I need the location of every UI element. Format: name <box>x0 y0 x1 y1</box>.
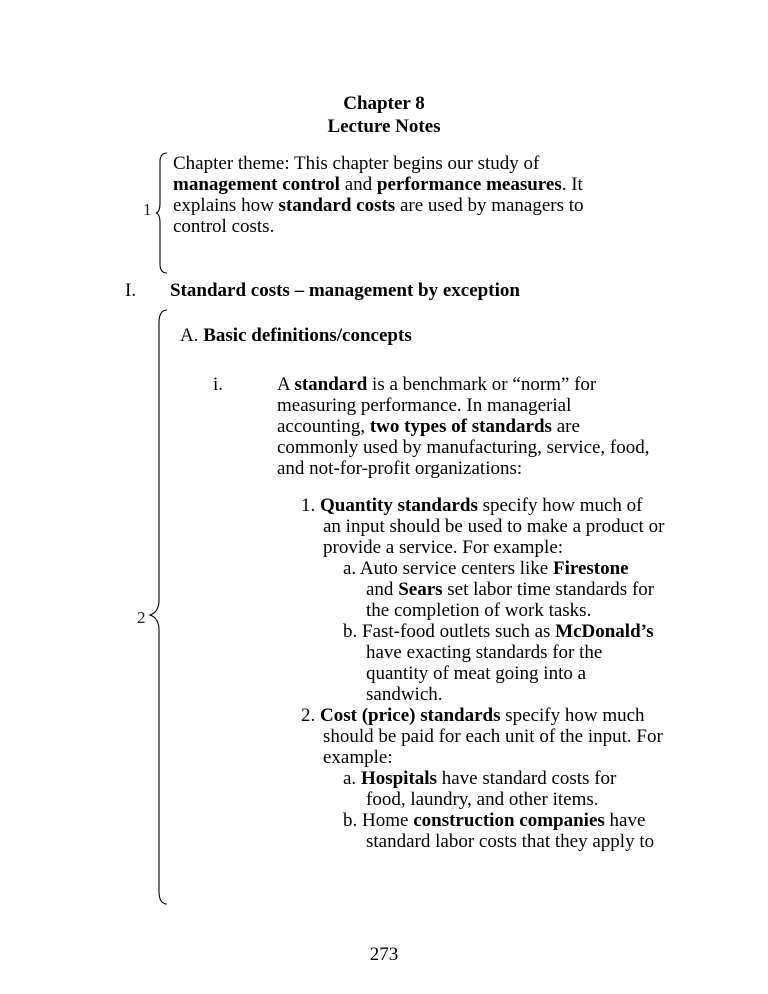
list1-sub-b-line-1: b. Fast-food outlets such as McDonald’s <box>343 621 654 642</box>
term-management-control: management control <box>173 174 340 195</box>
section-numeral: I. <box>125 280 137 301</box>
theme-line-1: Chapter theme: This chapter begins our study of <box>173 153 540 174</box>
list2-line-1: 2. Cost (price) standards specify how much <box>301 705 645 726</box>
list1-sub-a-line-1: a. Auto service centers like Firestone <box>343 558 629 579</box>
term-sears: Sears <box>398 579 443 600</box>
term-cost-price-standards: Cost (price) standards <box>320 705 501 726</box>
item-i-line-1: A standard is a benchmark or “norm” for <box>277 374 597 395</box>
list-item-1 <box>301 495 664 705</box>
chapter-title: Chapter 8 <box>343 93 425 114</box>
section-heading: Standard costs – management by exception <box>170 280 520 301</box>
term-performance-measures: performance measures <box>376 174 562 195</box>
item-i-line-5: and not-for-profit organizations: <box>277 458 523 479</box>
chapter-theme-paragraph <box>173 153 584 237</box>
item-i-numeral: i. <box>213 374 224 395</box>
theme-line-4: control costs. <box>173 216 275 237</box>
term-quantity-standards: Quantity standards <box>320 495 478 516</box>
left-brace-1 <box>156 152 168 274</box>
term-mcdonalds: McDonald’s <box>555 621 654 642</box>
term-standard: standard <box>294 374 368 395</box>
list2-sub-a-line-1: a. Hospitals have standard costs for <box>343 768 617 789</box>
term-hospitals: Hospitals <box>360 768 437 789</box>
margin-marker-1: 1 <box>143 200 152 219</box>
list1-sub-b-line-2: have exacting standards for the <box>366 642 603 663</box>
item-i-line-3: accounting, two types of standards are <box>277 416 580 437</box>
list2-sub-b-line-1: b. Home construction companies have <box>343 810 646 831</box>
list2-line-3: example: <box>323 747 393 768</box>
term-construction-companies: construction companies <box>413 810 605 831</box>
term-two-types: two types of standards <box>369 416 552 437</box>
item-i-line-4: commonly used by manufacturing, service, food, <box>277 437 650 458</box>
list1-sub-b-line-3: quantity of meat going into a <box>366 663 587 684</box>
list1-sub-a-line-3: the completion of work tasks. <box>366 600 592 621</box>
item-i-line-2: measuring performance. In managerial <box>277 395 572 416</box>
lecture-notes-subtitle: Lecture Notes <box>327 116 441 137</box>
item-i-paragraph <box>277 374 650 479</box>
theme-line-2: management control and performance measures. It <box>173 174 583 195</box>
list2-line-2: should be paid for each unit of the input. For <box>323 726 663 747</box>
list1-line-3: provide a service. For example: <box>323 537 564 558</box>
theme-line-3: explains how standard costs are used by managers to <box>173 195 584 216</box>
term-standard-costs: standard costs <box>278 195 396 216</box>
left-brace-2 <box>150 309 168 905</box>
list1-line-2: an input should be used to make a product or <box>323 516 665 537</box>
list1-sub-b-line-4: sandwich. <box>366 684 443 705</box>
list2-sub-b-line-2: standard labor costs that they apply to <box>366 831 655 852</box>
subsection-a-heading: A. Basic definitions/concepts <box>180 325 412 346</box>
margin-marker-2: 2 <box>137 608 146 627</box>
list2-sub-a-line-2: food, laundry, and other items. <box>366 789 599 810</box>
list1-line-1: 1. Quantity standards specify how much of <box>301 495 643 516</box>
list-item-2 <box>301 705 663 852</box>
term-firestone: Firestone <box>552 558 629 579</box>
page-number: 273 <box>369 944 399 965</box>
list1-sub-a-line-2: and Sears set labor time standards for <box>366 579 655 600</box>
